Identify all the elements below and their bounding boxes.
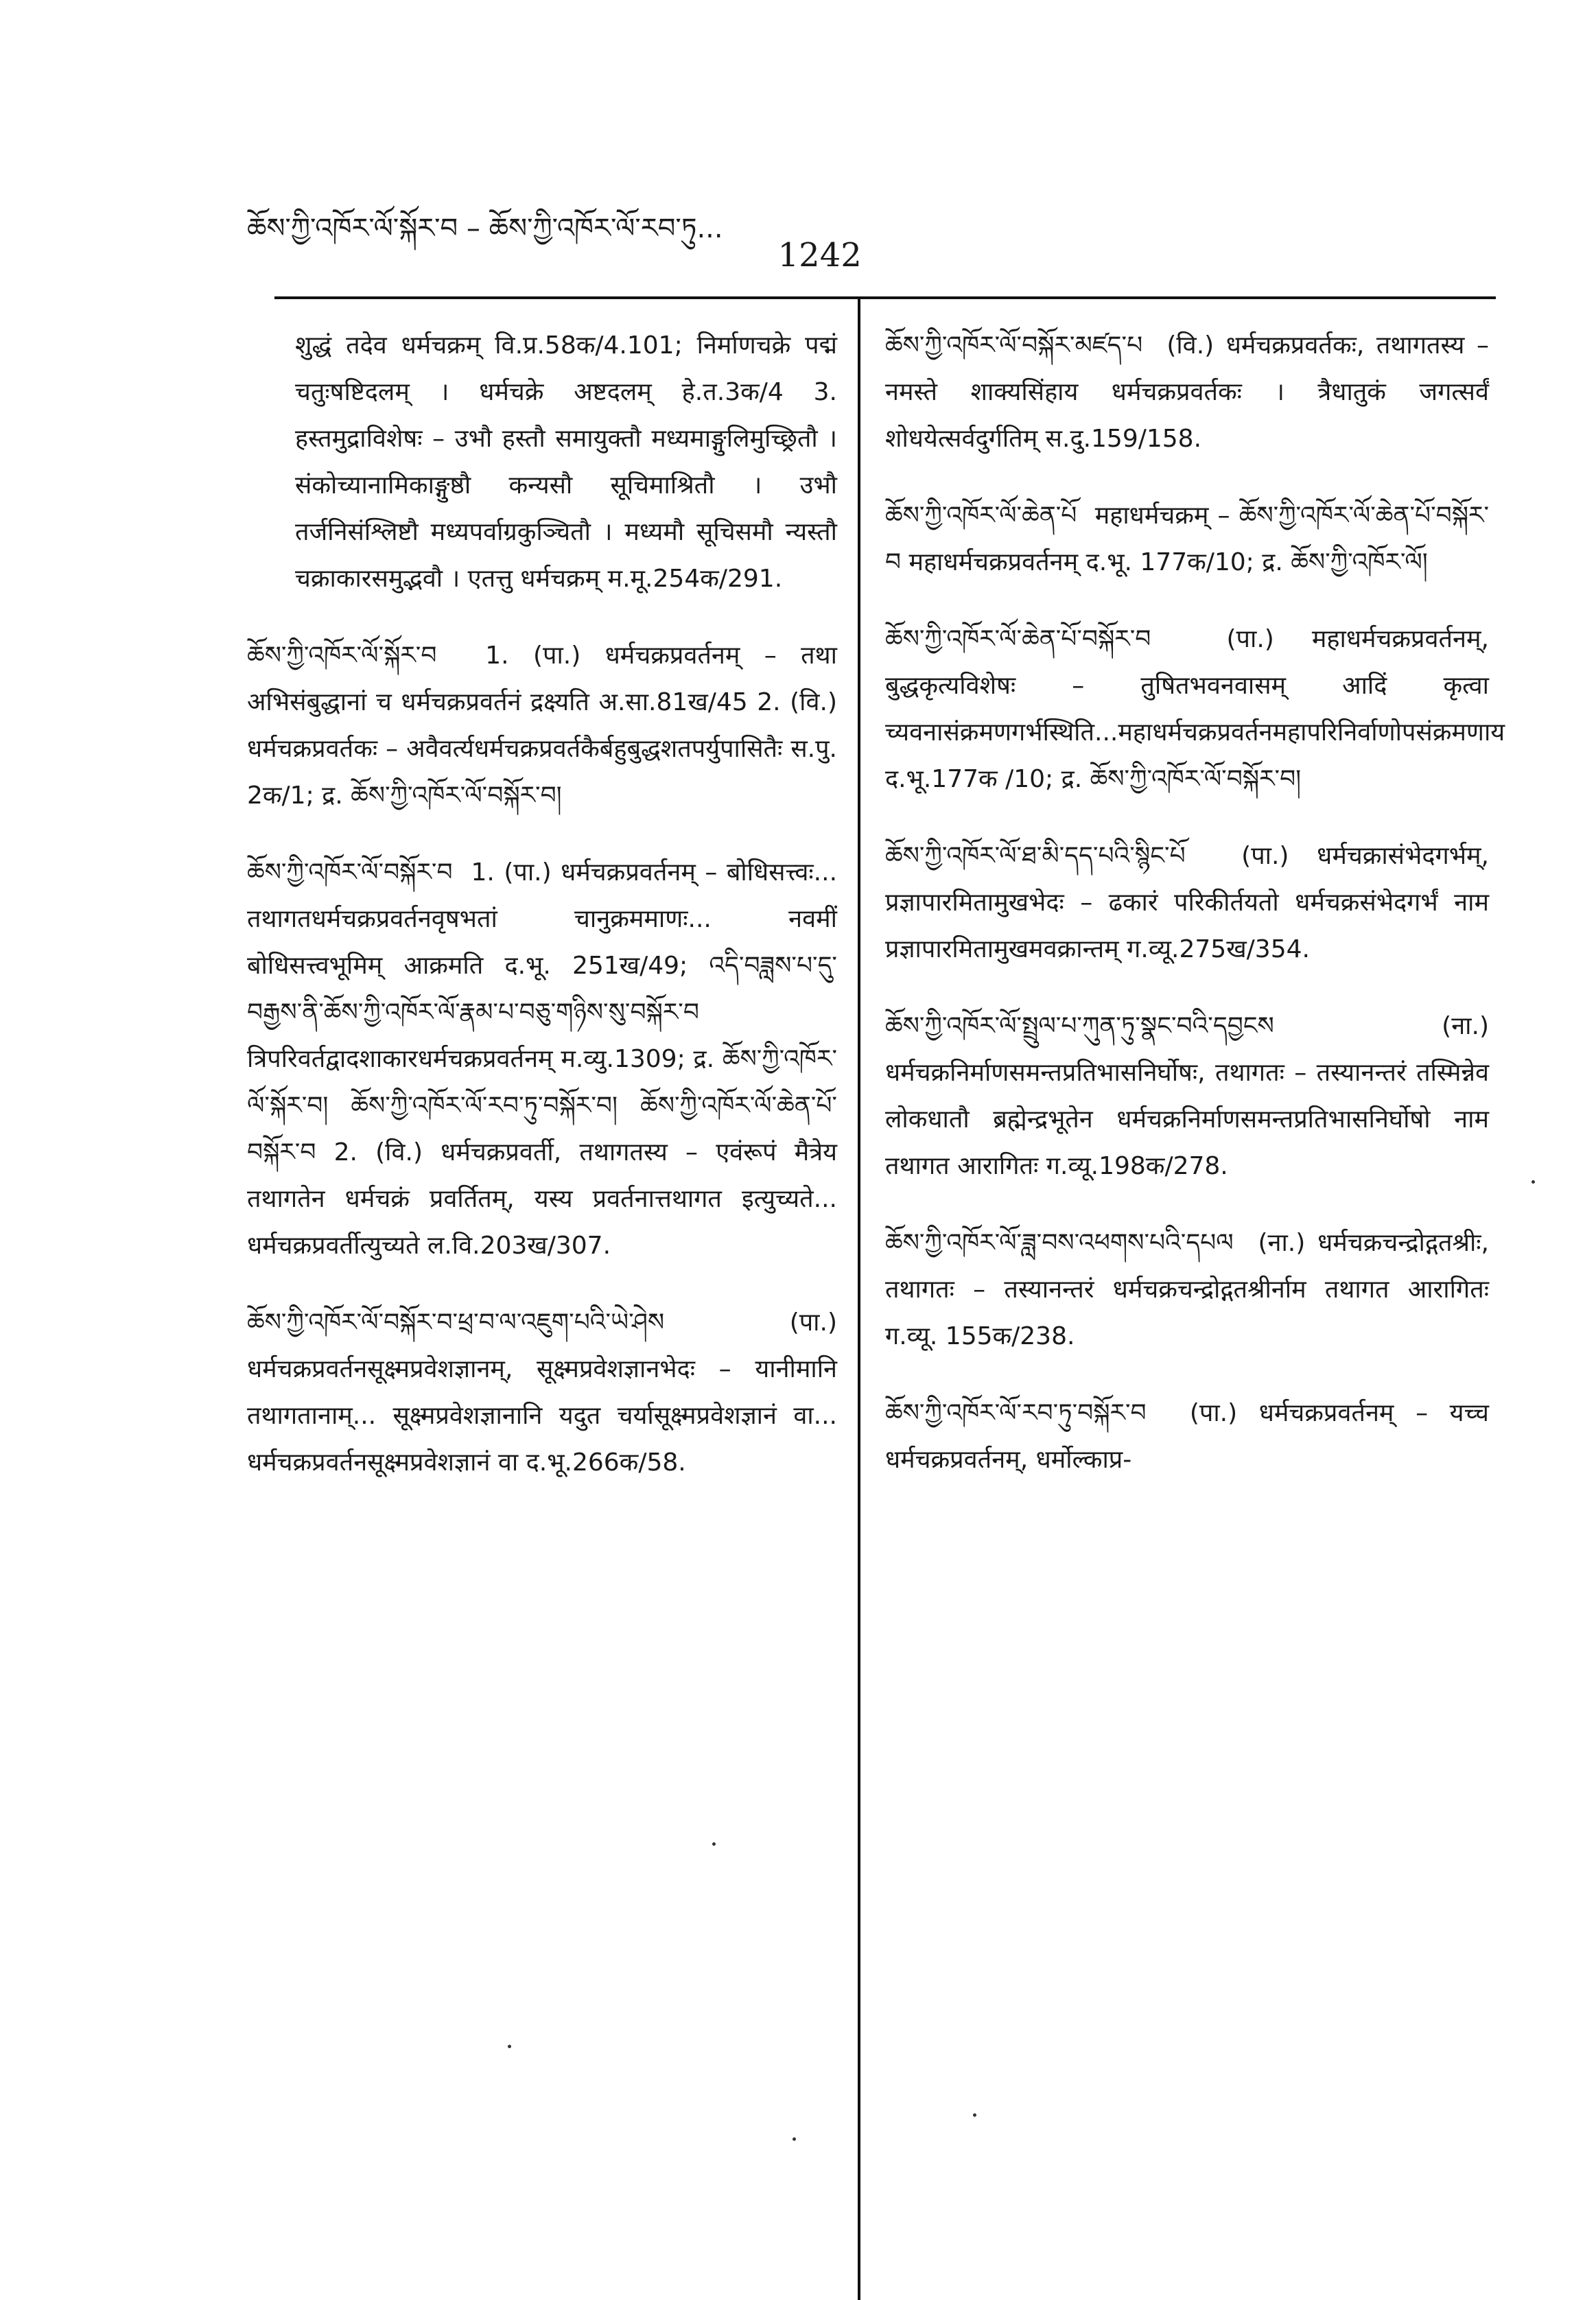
entry-headword: ཆོས་ཀྱི་འཁོར་ལོ་རབ་ཏུ་བསྐོར་བ — [885, 1399, 1147, 1427]
entry-headword: ཆོས་ཀྱི་འཁོར་ལོ་ཐ་མི་དད་པའི་སྙིང་པོ — [885, 842, 1186, 870]
dictionary-entry — [247, 1300, 837, 1486]
header-rule — [274, 296, 1496, 299]
scan-speck — [973, 2113, 976, 2117]
page-number: 1242 — [777, 236, 862, 274]
entry-text: (ना.) धर्मचक्रनिर्माणसमन्तप्रतिभासनिर्घोषः, तथागतः – तस्यानन्तरं तस्मिन्नेव लोकधातौ ब्रह्मेन्द्रभूतेन धर्मचक्रनिर्माणसमन्तप्रतिभासनिर्घोषो नाम तथागत आरागितः ग.व्यू.198क/278. — [885, 1012, 1489, 1180]
entry-headword: ཆོས་ཀྱི་འཁོར་ལོ་སྐོར་བ — [247, 642, 437, 670]
entry-text: (पा.) धर्मचक्रासंभेदगर्भम्, प्रज्ञापारमितामुखभेदः – ढकारं परिकीर्तयतो धर्मचक्रसंभेदगर्भं नाम प्रज्ञापारमितामुखमवक्रान्तम् ग.व्यू.275ख/354. — [885, 842, 1489, 963]
running-title: ཆོས་ཀྱི་འཁོར་ལོ་སྐོར་བ – ཆོས་ཀྱི་འཁོར་ལོ་རབ་ཏུ... — [247, 213, 723, 244]
entry-headword: ཆོས་ཀྱི་འཁོར་ལོ་སྤྲུལ་པ་ཀུན་ཏུ་སྣང་བའི་དབྱངས — [885, 1012, 1274, 1040]
dictionary-entry — [885, 322, 1489, 462]
entry-headword: ཆོས་ཀྱི་འཁོར་ལོ་བསྐོར་བ — [247, 858, 453, 887]
scan-speck — [1532, 1180, 1535, 1184]
dictionary-entry — [885, 833, 1489, 973]
page-header — [247, 206, 1276, 274]
entry-headword: ཆོས་ཀྱི་འཁོར་ལོ་ཟླ་བས་འཕགས་པའི་དཔལ — [885, 1229, 1234, 1257]
dictionary-entry — [885, 1003, 1489, 1190]
dictionary-entry — [885, 1390, 1489, 1483]
entry-text: (पा.) धर्मचक्रप्रवर्तनसूक्ष्मप्रवेशज्ञानम्, सूक्ष्मप्रवेशज्ञानभेदः – यानीमानि तथागतानाम्... सूक्ष्मप्रवेशज्ञानानि यदुत चर्यासूक्ष्मप्रवेशज्ञानं वा... धर्मचक्रप्रवर्तनसूक्ष्मप्रवेशज्ञानं वा द.भू.266क/58. — [247, 1309, 837, 1477]
dictionary-entry — [885, 493, 1489, 586]
entry-text: (ना.) धर्मचक्रचन्द्रोद्गतश्रीः, तथागतः – तस्यानन्तरं धर्मचक्रचन्द्रोद्गतश्रीर्नाम तथागत आरागितः ग.व्यू. 155क/238. — [885, 1229, 1490, 1350]
column-divider — [858, 296, 860, 2300]
left-column — [247, 322, 837, 1516]
dictionary-entry — [885, 616, 1505, 803]
entry-text: (वि.) धर्मचक्रप्रवर्तकः, तथागतस्य – नमस्ते शाक्यसिंहाय धर्मचक्रप्रवर्तकः । त्रैधातुकं जगत्सर्वं शोधयेत्सर्वदुर्गतिम् स.दु.159/158. — [885, 331, 1489, 453]
right-column — [885, 322, 1505, 1514]
entry-text: महाधर्मचक्रम् – ཆོས་ཀྱི་འཁོར་ལོ་ཆེན་པོ་བསྐོར་བ महाधर्मचक्रप्रवर्तनम् द.भू. 177क/10; द्र. ཆོས་ཀྱི་འཁོར་ལོ། — [885, 502, 1490, 576]
entry-headword: ཆོས་ཀྱི་འཁོར་ལོ་བསྐོར་མཛད་པ — [885, 331, 1143, 360]
scan-speck — [793, 2137, 796, 2141]
dictionary-entry — [247, 633, 837, 819]
scan-speck — [508, 2045, 511, 2048]
dictionary-entry — [247, 849, 837, 1269]
entry-headword: ཆོས་ཀྱི་འཁོར་ལོ་ཆེན་པོ་བསྐོར་བ — [885, 625, 1151, 653]
entry-headword: ཆོས་ཀྱི་འཁོར་ལོ་ཆེན་པོ — [885, 502, 1077, 530]
entry-text: शुद्धं तदेव धर्मचक्रम् वि.प्र.58क/4.101; निर्माणचक्रे पद्मं चतुःषष्टिदलम् । धर्मचक्रे अष्टदलम् हे.त.3क/4 3. हस्तमुद्राविशेषः – उभौ हस्तौ समायुक्तौ मध्यमाङ्गुलिमुच्छ्रितौ । संकोच्यानामिकाङ्गुष्ठौ कन्यसौ सूचिमाश्रितौ । उभौ तर्जनिसंश्लिष्टौ मध्यपर्वाग्रकुञ्चितौ । मध्यमौ सूचिसमौ न्यस्तौ चक्राकारसमुद्भवौ । एतत्तु धर्मचक्रम् म.मू.254क/291. — [295, 331, 837, 593]
entry-text: (पा.) धर्मचक्रप्रवर्तनम् – यच्च धर्मचक्रप्रवर्तनम्, धर्मोल्काप्र- — [885, 1399, 1489, 1474]
continued-entry — [247, 322, 837, 602]
entry-text: 1. (पा.) धर्मचक्रप्रवर्तनम् – तथा अभिसंबुद्धानां च धर्मचक्रप्रवर्तनं द्रक्ष्यति अ.सा.81ख/45 2. (वि.) धर्मचक्रप्रवर्तकः – अवैवर्त्यधर्मचक्रप्रवर्तकैर्बहुबुद्धशतपर्युपासितैः स.पु. 2क/1; द्र. ཆོས་ཀྱི་འཁོར་ལོ་བསྐོར་བ། — [247, 642, 837, 810]
entry-text: 1. (पा.) धर्मचक्रप्रवर्तनम् – बोधिसत्त्वः... तथागतधर्मचक्रप्रवर्तनवृषभतां चानुक्रममाणः... नवमीं बोधिसत्त्वभूमिम् आक्रमति द.भू. 251ख/49; འདི་བཟླས་པ་དུ་བརྒྱས་ནི་ཆོས་ཀྱི་འཁོར་ལོ་རྣམ་པ་བཅུ་གཉིས་སུ་བསྐོར་བ त्रिपरिवर्तद्वादशाकारधर्मचक्रप्रवर्तनम् म.व्यु.1309; द्र. ཆོས་ཀྱི་འཁོར་ལོ་སྐོར་བ། ཆོས་ཀྱི་འཁོར་ལོ་རབ་ཏུ་བསྐོར་བ། ཆོས་ཀྱི་འཁོར་ལོ་ཆེན་པོ་བསྐོར་བ 2. (वि.) धर्मचक्रप्रवर्ती, तथागतस्य – एवंरूपं मैत्रेय तथागतेन धर्मचक्रं प्रवर्तितम्, यस्य प्रवर्तनात्तथागत इत्युच्यते... धर्मचक्रप्रवर्तीत्युच्यते ल.वि.203ख/307. — [247, 858, 838, 1260]
scan-speck — [712, 1842, 716, 1846]
entry-text: (पा.) महाधर्मचक्रप्रवर्तनम्, बुद्धकृत्यविशेषः – तुषितभवनवासम् आदिं कृत्वा च्यवनासंक्रमणगर्भस्थिति...महाधर्मचक्रप्रवर्तनमहापरिनिर्वाणोपसंक्रमणाय द.भू.177क /10; द्र. ཆོས་ཀྱི་འཁོར་ལོ་བསྐོར་བ། — [885, 625, 1505, 793]
dictionary-entry — [885, 1220, 1489, 1360]
entry-headword: ཆོས་ཀྱི་འཁོར་ལོ་བསྐོར་བ་ཕྲ་བ་ལ་འཇུག་པའི་ཡེ་ཤེས — [247, 1309, 665, 1337]
